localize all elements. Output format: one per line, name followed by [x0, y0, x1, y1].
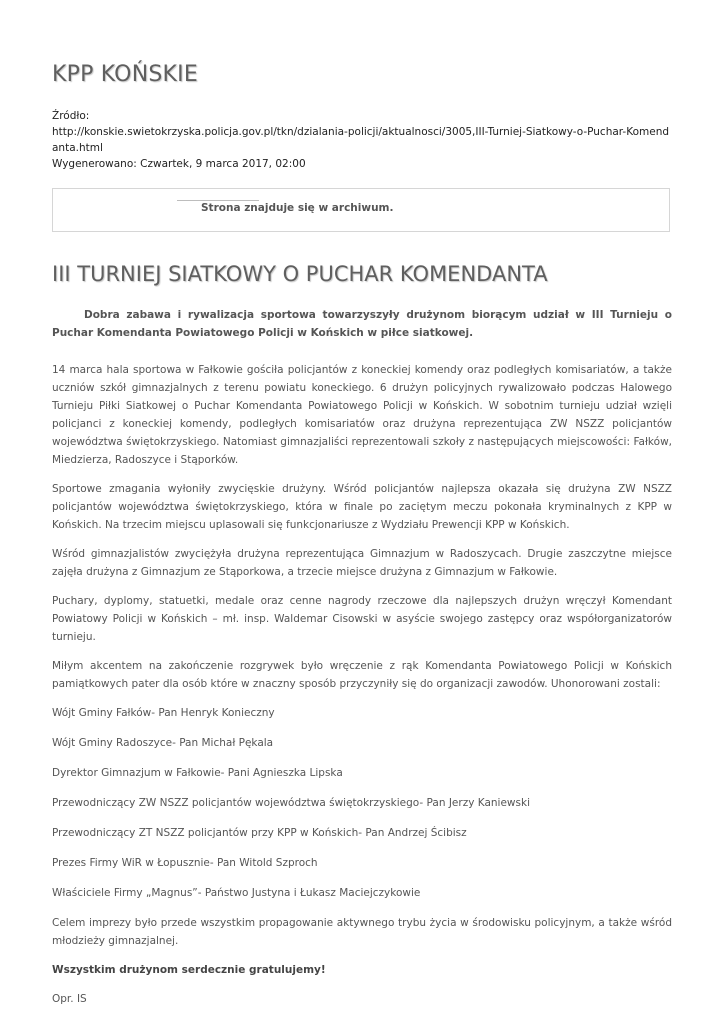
source-label: Źródło:	[52, 110, 90, 122]
archive-notice-box	[52, 188, 670, 232]
generated-date: Wygenerowano: Czwartek, 9 marca 2017, 02:00	[52, 158, 306, 170]
source-meta	[52, 108, 674, 172]
honoree-item: Przewodniczący ZW NSZZ policjantów województwa świętokrzyskiego- Pan Jerzy Kaniewski	[52, 797, 530, 809]
honoree-item: Właściciele Firmy „Magnus”- Państwo Justyna i Łukasz Maciejczykowie	[52, 887, 421, 899]
paragraph: Wśród gimnazjalistów zwyciężyła drużyna reprezentująca Gimnazjum w Radoszycach. Drugie zaszczytne miejsce zajęła drużyna z Gimnazjum ze Stąporkowa, a trzecie miejsce drużyna z Gimnazjum w Fałkowie.	[52, 548, 672, 578]
congrats-line	[52, 961, 672, 979]
closing-paragraph: Celem imprezy było przede wszystkim propagowanie aktywnego trybu życia w środowisku policyjnym, a także wśród młodzieży gimnazjalnej.	[52, 917, 672, 947]
author-line: Opr. IS	[52, 993, 87, 1005]
honoree-item: Wójt Gminy Fałków- Pan Henryk Konieczny	[52, 707, 275, 719]
honoree-item: Przewodniczący ZT NSZZ policjantów przy KPP w Końskich- Pan Andrzej Ścibisz	[52, 827, 467, 839]
honoree-item: Dyrektor Gimnazjum w Fałkowie- Pani Agnieszka Lipska	[52, 767, 343, 779]
divider	[177, 200, 259, 201]
archive-notice: Strona znajduje się w archiwum.	[201, 202, 394, 214]
congrats-text: Wszystkim drużynom serdecznie gratulujemy!	[52, 964, 326, 976]
article-lead: Dobra zabawa i rywalizacja sportowa towarzyszyły drużynom biorącym udział w III Turnieju o Puchar Komendanta Powiatowego Policji w Końskich w piłce siatkowej.	[52, 309, 672, 339]
paragraph: 14 marca hala sportowa w Fałkowie gościła policjantów z koneckiej komendy oraz podległych komisariatów, a także uczniów szkół gimnazjalnych z terenu powiatu koneckiego. 6 drużyn policyjnych rywalizowało podczas Halowego Turnieju Piłki Siatkowej o Puchar Komendanta Powiatowego Policji w Końskich. W sobotnim turnieju udział wzięli policjanci z koneckiej komendy, podległych komisariatów oraz drużyna reprezentująca ZW NSZZ policjantów województwa świętokrzyskiego. Natomiast gimnazjaliści reprezentowali szkoły z następujących miejscowości: Fałków, Miedzierza, Radoszyce i Stąporków.	[52, 364, 672, 466]
paragraph: Miłym akcentem na zakończenie rozgrywek było wręczenie z rąk Komendanta Powiatowego Policji w Końskich pamiątkowych pater dla osób które w znaczny sposób przyczyniły się do organizacji zawodów. Uhonorowani zostali:	[52, 660, 672, 690]
honoree-item: Prezes Firmy WiR w Łopusznie- Pan Witold Szproch	[52, 857, 318, 869]
source-url[interactable]: http://konskie.swietokrzyska.policja.gov.pl/tkn/dzialania-policji/aktualnosci/3005,III-Turniej-Siatkowy-o-Puchar-Komendanta.html	[52, 126, 670, 154]
paragraph: Sportowe zmagania wyłoniły zwycięskie drużyny. Wśród policjantów najlepsza okazała się drużyna ZW NSZZ policjantów województwa świętokrzyskiego, która w finale po zaciętym meczu pokonała kryminalnych z KPP w Końskich. Na trzecim miejscu uplasowali się funkcjonariusze z Wydziału Prewencji KPP w Końskich.	[52, 483, 672, 531]
article-title: III TURNIEJ SIATKOWY O PUCHAR KOMENDANTA	[52, 262, 548, 286]
paragraph: Puchary, dyplomy, statuetki, medale oraz cenne nagrody rzeczowe dla najlepszych drużyn wręczył Komendant Powiatowy Policji w Końskich – mł. insp. Waldemar Cisowski w asyście swojego zastępcy oraz współorganizatorów turnieju.	[52, 595, 672, 643]
article-body	[52, 306, 672, 1019]
site-title: KPP KOŃSKIE	[52, 62, 198, 87]
honoree-item: Wójt Gminy Radoszyce- Pan Michał Pękala	[52, 737, 274, 749]
